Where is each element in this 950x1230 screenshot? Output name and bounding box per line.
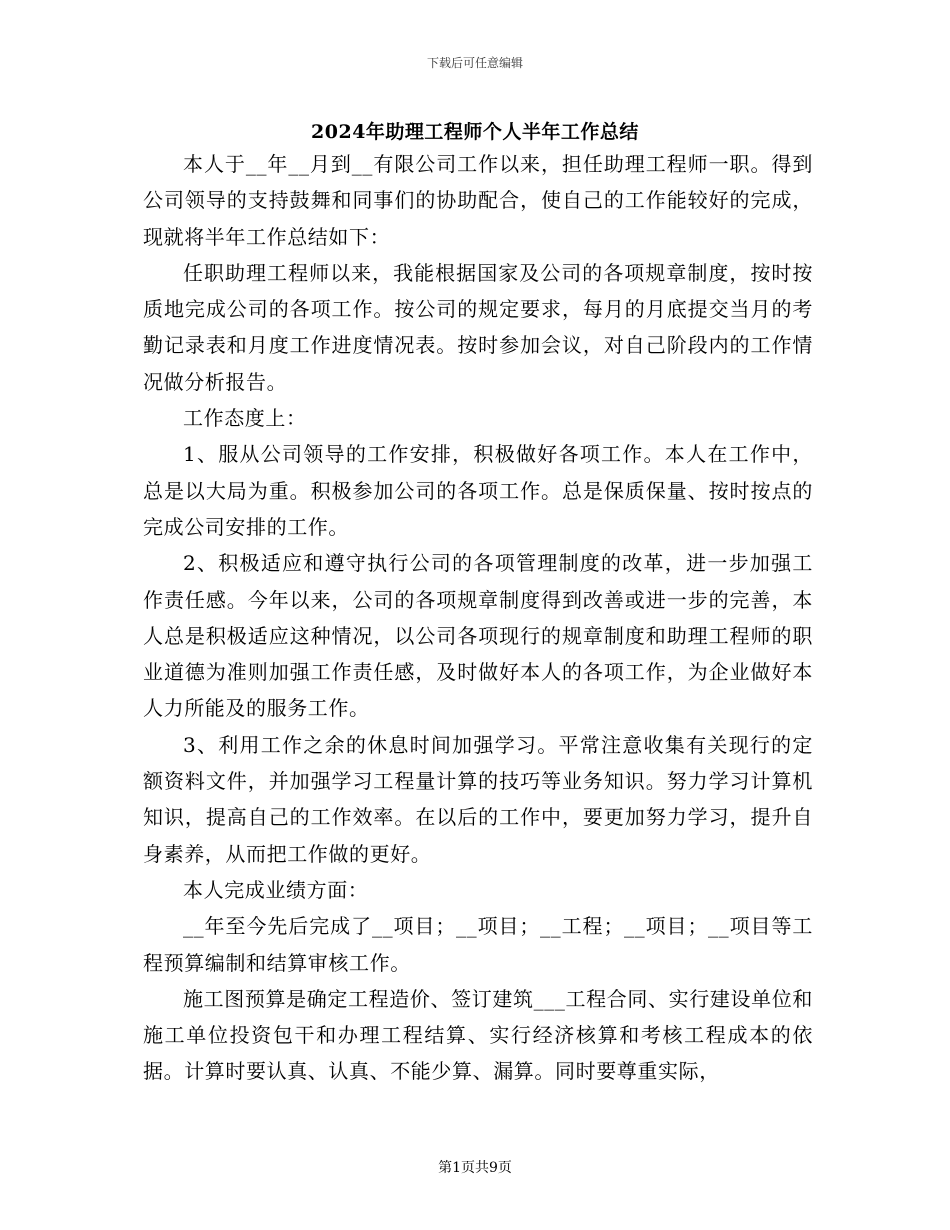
paragraph-attitude-heading: 工作态度上： [183, 406, 307, 431]
paragraph-intro: 本人于__年__月到__有限公司工作以来，担任助理工程师一职。得到公司领导的支持鼓舞和同事们的协助配合，使自己的工作能较好的完成，现就将半年工作总结如下： [143, 152, 813, 249]
paragraph-achievements: __年至今先后完成了__项目；__项目；__工程；__项目；__项目等工程预算编制和结算审核工作。 [143, 914, 813, 975]
paragraph-attitude-1: 1、服从公司领导的工作安排，积极做好各项工作。本人在工作中，总是以大局为重。积极参加公司的各项工作。总是保质保量、按时按点的完成公司安排的工作。 [143, 442, 813, 539]
page-number: 第1页共9页 [438, 1160, 512, 1176]
document-body [143, 146, 813, 1090]
paragraph-achievements-heading: 本人完成业绩方面： [183, 877, 369, 902]
paragraph-duties: 任职助理工程师以来，我能根据国家及公司的各项规章制度，按时按质地完成公司的各项工作。按公司的规定要求，每月的月底提交当月的考勤记录表和月度工作进度情况表。按时参加会议，对自己阶段内的工作情况做分析报告。 [143, 260, 813, 394]
paragraph-budget: 施工图预算是确定工程造价、签订建筑___工程合同、实行建设单位和施工单位投资包干和办理工程结算、实行经济核算和考核工程成本的依据。计算时要认真、认真、不能少算、漏算。同时要尊重实际， [143, 986, 813, 1084]
document-title: 2024年助理工程师个人半年工作总结 [311, 121, 639, 143]
header-note: 下载后可任意编辑 [426, 56, 523, 70]
paragraph-attitude-3: 3、利用工作之余的休息时间加强学习。平常注意收集有关现行的定额资料文件，并加强学习工程量计算的技巧等业务知识。努力学习计算机知识，提高自己的工作效率。在以后的工作中，要更加努力学习，提升自身素养，从而把工作做的更好。 [143, 732, 813, 866]
paragraph-attitude-2: 2、积极适应和遵守执行公司的各项管理制度的改革，进一步加强工作责任感。今年以来，公司的各项规章制度得到改善或进一步的完善，本人总是积极适应这种情况，以公司各项现行的规章制度和助理工程师的职业道德为准则加强工作责任感，及时做好本人的各项工作，为企业做好本人力所能及的服务工作。 [143, 551, 813, 721]
